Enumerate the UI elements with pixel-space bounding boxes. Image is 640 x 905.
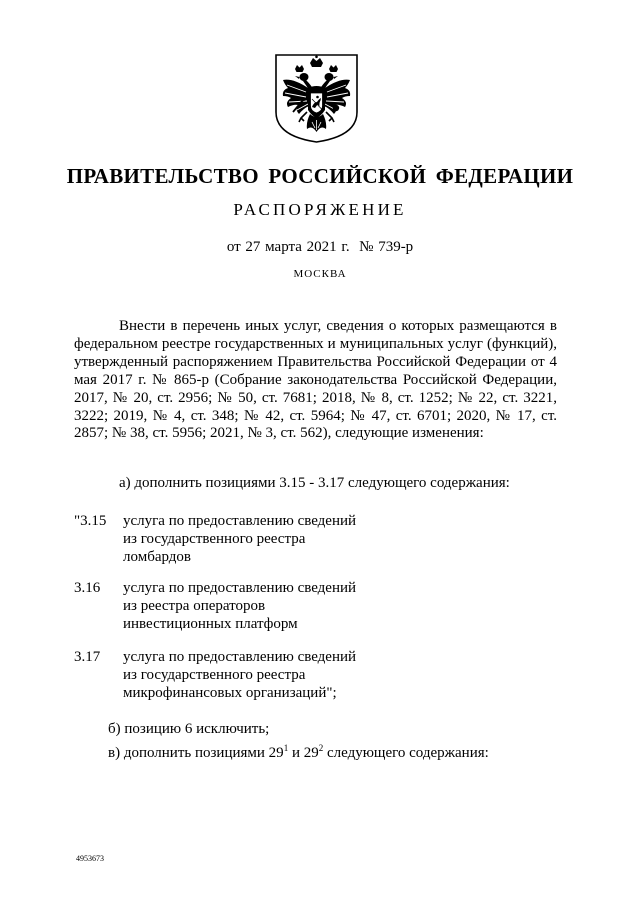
document-date-number: от 27 марта 2021 г. № 739-р (226, 239, 414, 255)
government-title: ПРАВИТЕЛЬСТВО РОССИЙСКОЙ ФЕДЕРАЦИИ (66, 164, 574, 188)
entry-line: из государственного реестра (123, 531, 306, 547)
entry-number: 3.16 (74, 580, 101, 596)
entry-number: 3.17 (74, 649, 101, 665)
document-type: РАСПОРЯЖЕНИЕ (233, 200, 407, 219)
entry-text (123, 648, 356, 702)
intro-paragraph: Внести в перечень иных услуг, сведения о которых размещаются в федеральном реестре государственных и муниципальных услуг (функций), утвержденный распоряжением Правительства Российской Федерации от 4 мая 2017 г. № 865-р (Собрание законодательства Российской Федерации, 2017, № 20, ст. 2956; № 50, ст. 7681; 2018, № 8, ст. 1252; № 22, ст. 3221, 3222; 2019, № 4, ст. 348; № 42, ст. 5964; № 47, ст. 6701; 2020, № 17, ст. 2857; № 38, ст. 5956; 2021, № 3, ст. 562), следующие изменения: (74, 318, 557, 442)
document-id: 4953673 (76, 854, 104, 863)
entry-line: из реестра операторов (123, 598, 266, 614)
item-c-suffix: следующего содержания: (323, 745, 489, 761)
item-a: а) дополнить позициями 3.15 - 3.17 следующего содержания: (119, 475, 510, 491)
document-city: МОСКВА (293, 268, 347, 280)
item-b: б) позицию 6 исключить; (108, 721, 270, 737)
entry-line: услуга по предоставлению сведений (123, 649, 357, 665)
entry-line: микрофинансовых организаций"; (123, 685, 337, 701)
item-c-prefix: в) дополнить позициями 29 (108, 745, 284, 761)
superscript: 1 (283, 743, 289, 753)
entry-text (123, 512, 356, 566)
entry-text (123, 579, 356, 633)
entry-line: из государственного реестра (123, 667, 306, 683)
item-c-middle: и 29 (288, 745, 319, 761)
entry-line: услуга по предоставлению сведений (123, 513, 357, 529)
entry-line: инвестиционных платформ (123, 616, 298, 632)
superscript: 2 (318, 743, 324, 753)
item-c (108, 744, 489, 762)
entry-line: ломбардов (123, 549, 191, 565)
entry-line: услуга по предоставлению сведений (123, 580, 357, 596)
entry-number: "3.15 (74, 513, 107, 529)
coat-of-arms-icon (273, 52, 360, 144)
